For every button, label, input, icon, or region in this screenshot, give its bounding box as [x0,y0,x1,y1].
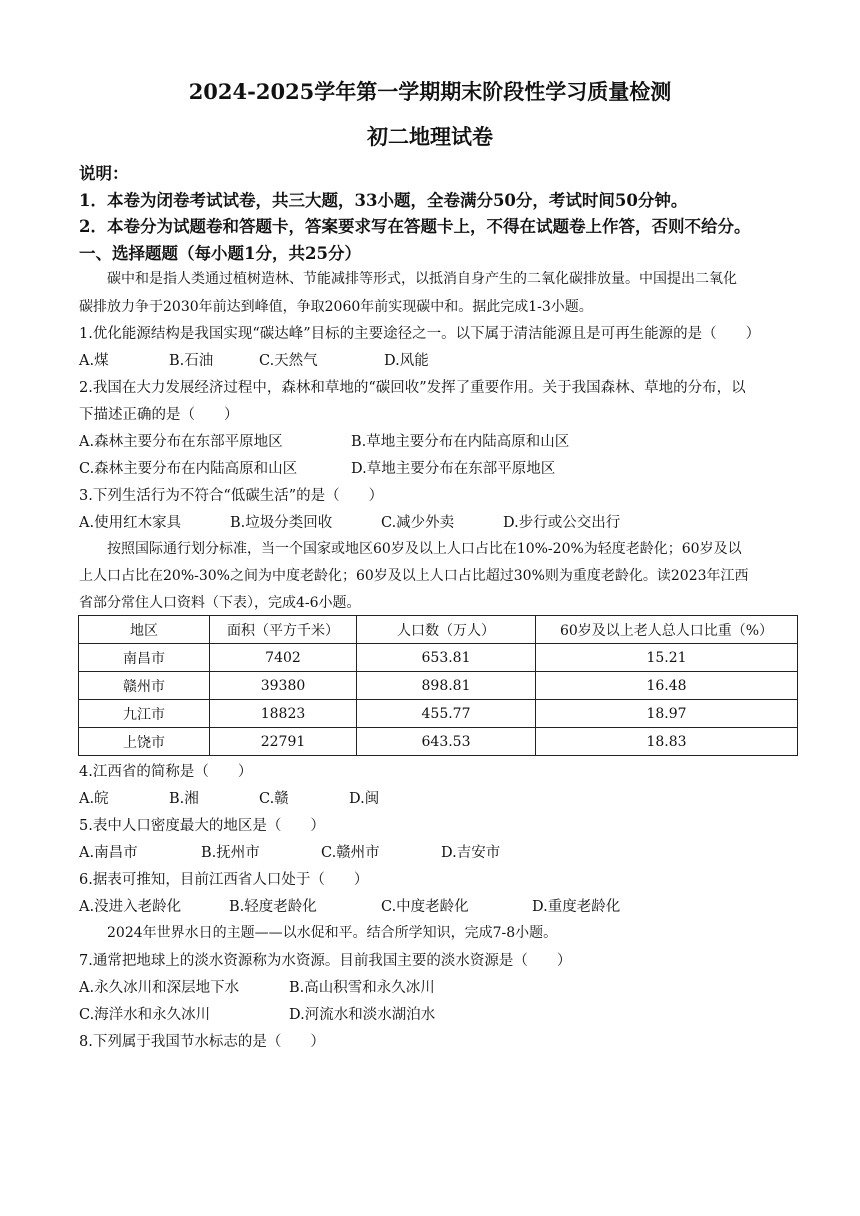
intro3-line1: 2024年世界水日的主题——以水促和平。结合所学知识，完成7-8小题。 [107,925,558,941]
q2-option-b: B.草地主要分布在内陆高原和山区 [351,434,570,450]
exam-title: 2024-2025学年第一学期期末阶段性学习质量检测 [188,79,672,104]
table-cell: 18.83 [536,728,798,756]
intro2-line1: 按照国际通行划分标准，当一个国家或地区60岁及以上人口占比在10%-20%为轻度老龄化；60岁及以 [107,541,742,557]
notes-label: 说明： [79,164,129,183]
table-cell: 赣州市 [79,672,210,700]
section-heading: 一、选择题题（每小题1分，共25分） [79,244,361,263]
q7-options-row1 [79,976,435,997]
q2-option-c: C.森林主要分布在内陆高原和山区 [79,461,298,477]
q3-option-a: A.使用红木家具 [79,515,182,531]
table-cell: 南昌市 [79,644,210,672]
table-cell: 22791 [210,728,357,756]
q1-stem: 1.优化能源结构是我国实现“碳达峰”目标的主要途径之一。以下属于清洁能源且是可再生能源的是（ ） [79,326,761,342]
q2-option-a: A.森林主要分布在东部平原地区 [79,434,283,450]
q7-options-row2 [79,1003,435,1024]
q3-options [79,511,620,532]
table-row [79,700,798,728]
table-cell: 15.21 [536,644,798,672]
table-cell: 7402 [210,644,357,672]
q6-option-b: B.轻度老龄化 [229,899,317,915]
q1-options [79,349,429,370]
q4-stem: 4.江西省的简称是（ ） [79,764,253,780]
q5-options [79,841,500,862]
q5-option-a: A.南昌市 [79,845,138,861]
q3-option-b: B.垃圾分类回收 [230,515,333,531]
q6-options [79,895,620,916]
table-row [79,728,798,756]
intro2-line2: 上人口占比在20%-30%之间为中度老龄化；60岁及以上人口占比超过30%则为重度老龄化。读2023年江西 [79,568,749,584]
table-header: 面积（平方千米） [210,616,357,644]
q2-options-row1 [79,430,569,451]
q7-option-c: C.海洋水和永久冰川 [79,1007,211,1023]
q6-stem: 6.据表可推知，目前江西省人口处于（ ） [79,872,369,888]
table-cell: 18823 [210,700,357,728]
table-header: 人口数（万人） [357,616,536,644]
q5-option-b: B.抚州市 [201,845,260,861]
q3-option-d: D.步行或公交出行 [503,515,621,531]
q7-stem: 7.通常把地球上的淡水资源称为水资源。目前我国主要的淡水资源是（ ） [79,953,572,969]
table-header: 60岁及以上老人总人口比重（%） [536,616,798,644]
q1-option-d: D.风能 [384,353,429,369]
q6-option-d: D.重度老龄化 [532,899,621,915]
note-2: 2．本卷分为试题卷和答题卡，答案要求写在答题卡上，不得在试题卷上作答，否则不给分。 [79,217,751,236]
q6-option-a: A.没进入老龄化 [79,899,182,915]
table-cell: 18.97 [536,700,798,728]
table-header-row [79,616,798,644]
q8-stem: 8.下列属于我国节水标志的是（ ） [79,1034,325,1050]
q2-option-d: D.草地主要分布在东部平原地区 [351,461,556,477]
population-table [78,615,798,756]
q4-option-d: D.闽 [349,791,380,807]
q2-stem-line1: 2.我国在大力发展经济过程中，森林和草地的“碳回收”发挥了重要作用。关于我国森林、草地的分布，以 [79,380,746,396]
intro1-line2: 碳排放力争于2030年前达到峰值，争取2060年前实现碳中和。据此完成1-3小题。 [79,299,593,315]
table-cell: 643.53 [357,728,536,756]
q5-option-d: D.吉安市 [441,845,501,861]
q5-stem: 5.表中人口密度最大的地区是（ ） [79,818,325,834]
intro2-line3: 省部分常住人口资料（下表），完成4-6小题。 [79,595,361,611]
q4-option-a: A.皖 [79,791,109,807]
q2-stem-line2: 下描述正确的是（ ） [79,407,239,423]
q3-option-c: C.减少外卖 [381,515,455,531]
table-row [79,644,798,672]
q1-option-a: A.煤 [79,353,109,369]
q2-options-row2 [79,457,555,478]
q3-stem: 3.下列生活行为不符合“低碳生活”的是（ ） [79,488,384,504]
table-row [79,672,798,700]
q7-option-b: B.高山积雪和永久冰川 [289,980,435,996]
table-cell: 455.77 [357,700,536,728]
note-1: 1．本卷为闭卷考试试卷，共三大题，33小题，全卷满分50分，考试时间50分钟。 [79,191,688,210]
q4-options [79,787,379,808]
q4-option-c: C.赣 [259,791,289,807]
table-cell: 九江市 [79,700,210,728]
q6-option-c: C.中度老龄化 [381,899,469,915]
intro1-line1: 碳中和是指人类通过植树造林、节能减排等形式，以抵消自身产生的二氧化碳排放量。中国提出二氧化 [107,271,737,287]
q7-option-a: A.永久冰川和深层地下水 [79,980,240,996]
q4-option-b: B.湘 [169,791,199,807]
q1-option-b: B.石油 [169,353,214,369]
table-header: 地区 [79,616,210,644]
table-cell: 653.81 [357,644,536,672]
table-cell: 39380 [210,672,357,700]
q1-option-c: C.天然气 [259,353,318,369]
table-cell: 898.81 [357,672,536,700]
table-cell: 16.48 [536,672,798,700]
q5-option-c: C.赣州市 [321,845,380,861]
table-cell: 上饶市 [79,728,210,756]
q7-option-d: D.河流水和淡水湖泊水 [289,1007,436,1023]
exam-subtitle: 初二地理试卷 [367,124,493,149]
